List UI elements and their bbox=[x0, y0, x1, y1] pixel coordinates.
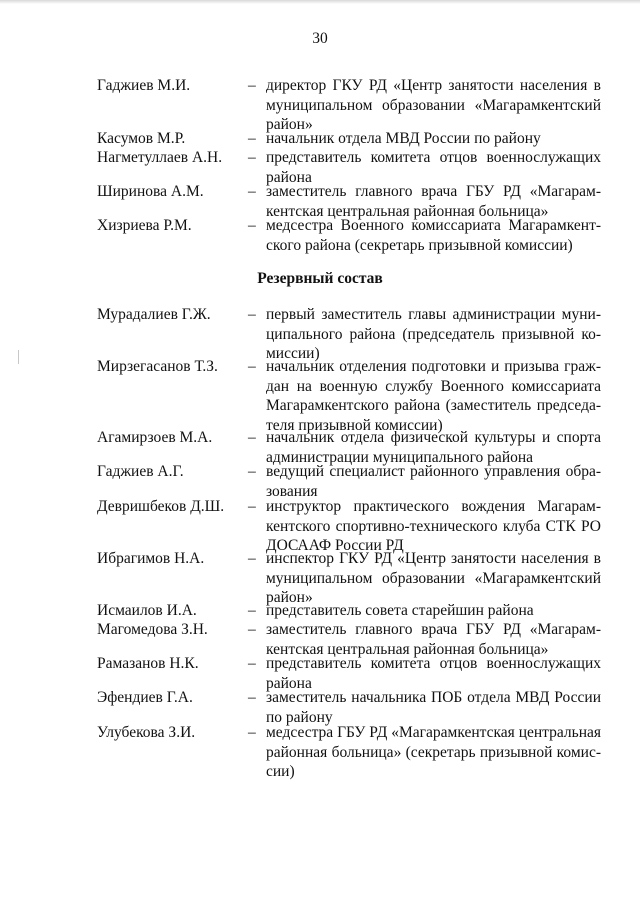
dash-separator: – bbox=[248, 689, 256, 706]
role-line: кентская центральная районная больница» bbox=[266, 640, 549, 658]
role-line: ского района (секретарь призывной комиссии) bbox=[266, 236, 573, 254]
role-line: муниципальном образовании «Магарамкентский bbox=[266, 569, 601, 587]
member-name: Улубекова З.И. bbox=[97, 724, 196, 741]
reserve-section-title: Резервный состав bbox=[257, 270, 383, 287]
role-line: теля призывной комиссии) bbox=[266, 416, 443, 434]
member-name: Эфендиев Г.А. bbox=[97, 689, 193, 706]
member-name: Мурадалиев Г.Ж. bbox=[97, 306, 211, 323]
role-line: кентского спортивно-технического клуба СТК РО bbox=[266, 517, 601, 535]
role-line: заместитель главного врача ГБУ РД «Магарам- bbox=[266, 621, 601, 638]
role-line: представитель совета старейшин района bbox=[266, 602, 534, 619]
dash-separator: – bbox=[248, 724, 256, 741]
role-line: район» bbox=[266, 116, 313, 133]
member-role bbox=[266, 357, 601, 435]
role-line: медсестра Военного комиссариата Магарамкент- bbox=[266, 217, 601, 234]
dash-separator: – bbox=[248, 358, 256, 375]
member-name: Гаджиев А.Г. bbox=[97, 463, 184, 480]
dash-separator: – bbox=[248, 655, 256, 672]
member-role bbox=[266, 76, 601, 135]
role-line: дан на военную службу Военного комиссариата bbox=[266, 377, 601, 395]
member-name: Девришбеков Д.Ш. bbox=[97, 498, 225, 515]
dash-separator: – bbox=[248, 77, 256, 94]
member-name: Рамазанов Н.К. bbox=[97, 655, 199, 672]
role-line: представитель комитета отцов военнослужащих bbox=[266, 655, 601, 672]
role-line: администрации муниципального района bbox=[266, 448, 534, 466]
scan-edge-shadow bbox=[0, 0, 640, 4]
dash-separator: – bbox=[248, 463, 256, 480]
member-name: Мирзегасанов Т.З. bbox=[97, 358, 218, 375]
member-name: Хизриева Р.М. bbox=[97, 217, 192, 234]
dash-separator: – bbox=[248, 217, 256, 234]
member-name: Касумов М.Р. bbox=[97, 130, 186, 147]
member-role bbox=[266, 601, 601, 621]
scan-margin-mark bbox=[18, 350, 19, 364]
dash-separator: – bbox=[248, 149, 256, 166]
member-name: Агамирзоев М.А. bbox=[97, 429, 213, 446]
member-name: Магомедова З.Н. bbox=[97, 621, 208, 638]
dash-separator: – bbox=[248, 498, 256, 515]
member-name: Исмаилов И.А. bbox=[97, 602, 197, 619]
role-line: район» bbox=[266, 589, 313, 606]
role-line: районная больница» (секретарь призывной комис- bbox=[266, 743, 601, 761]
member-name: Гаджиев М.И. bbox=[97, 77, 191, 94]
member-role bbox=[266, 462, 601, 501]
role-line: первый заместитель главы администрации муни- bbox=[266, 306, 601, 323]
role-line: инструктор практического вождения Магарам- bbox=[266, 498, 601, 515]
role-line: ведущий специалист районного управления обра- bbox=[266, 463, 601, 480]
role-line: кентская центральная районная больница» bbox=[266, 202, 549, 220]
role-line: медсестра ГБУ РД «Магарамкентская центральная bbox=[266, 724, 601, 741]
dash-separator: – bbox=[248, 183, 256, 200]
page-number: 30 bbox=[312, 30, 328, 47]
role-line: района bbox=[266, 168, 312, 186]
role-line: начальник отдела МВД России по району bbox=[266, 130, 541, 147]
member-role bbox=[266, 305, 601, 364]
role-line: ципального района (председатель призывной ко- bbox=[266, 325, 601, 343]
member-name: Нагметуллаев А.Н. bbox=[97, 149, 223, 166]
role-line: Магарамкентского района (заместитель председа- bbox=[266, 397, 601, 414]
role-line: заместитель начальника ПОБ отдела МВД России bbox=[266, 689, 601, 706]
member-role bbox=[266, 216, 601, 255]
role-line: директор ГКУ РД «Центр занятости населения в bbox=[266, 77, 601, 94]
role-line: сии) bbox=[266, 763, 295, 780]
role-line: представитель комитета отцов военнослужащих bbox=[266, 149, 601, 166]
dash-separator: – bbox=[248, 130, 256, 147]
dash-separator: – bbox=[248, 621, 256, 638]
dash-separator: – bbox=[248, 550, 256, 567]
member-role bbox=[266, 497, 601, 556]
role-line: по району bbox=[266, 708, 333, 726]
role-line: зования bbox=[266, 482, 318, 500]
role-line: инспектор ГКУ РД «Центр занятости населения в bbox=[266, 550, 601, 567]
member-name: Ибрагимов Н.А. bbox=[97, 550, 205, 567]
role-line: района bbox=[266, 674, 312, 692]
dash-separator: – bbox=[248, 602, 256, 619]
dash-separator: – bbox=[248, 306, 256, 323]
role-line: начальник отделения подготовки и призыва граж- bbox=[266, 358, 601, 375]
role-line: муниципальном образовании «Магарамкентский bbox=[266, 96, 601, 114]
role-line: заместитель главного врача ГБУ РД «Магарам- bbox=[266, 183, 601, 200]
member-name: Ширинова А.М. bbox=[97, 183, 204, 200]
dash-separator: – bbox=[248, 429, 256, 446]
role-line: начальник отдела физической культуры и спорта bbox=[266, 429, 601, 446]
member-role bbox=[266, 723, 601, 782]
member-role bbox=[266, 129, 601, 149]
role-line: ДОСААФ России РД bbox=[266, 537, 404, 554]
member-role bbox=[266, 688, 601, 727]
role-line: миссии) bbox=[266, 345, 320, 362]
member-role bbox=[266, 549, 601, 608]
